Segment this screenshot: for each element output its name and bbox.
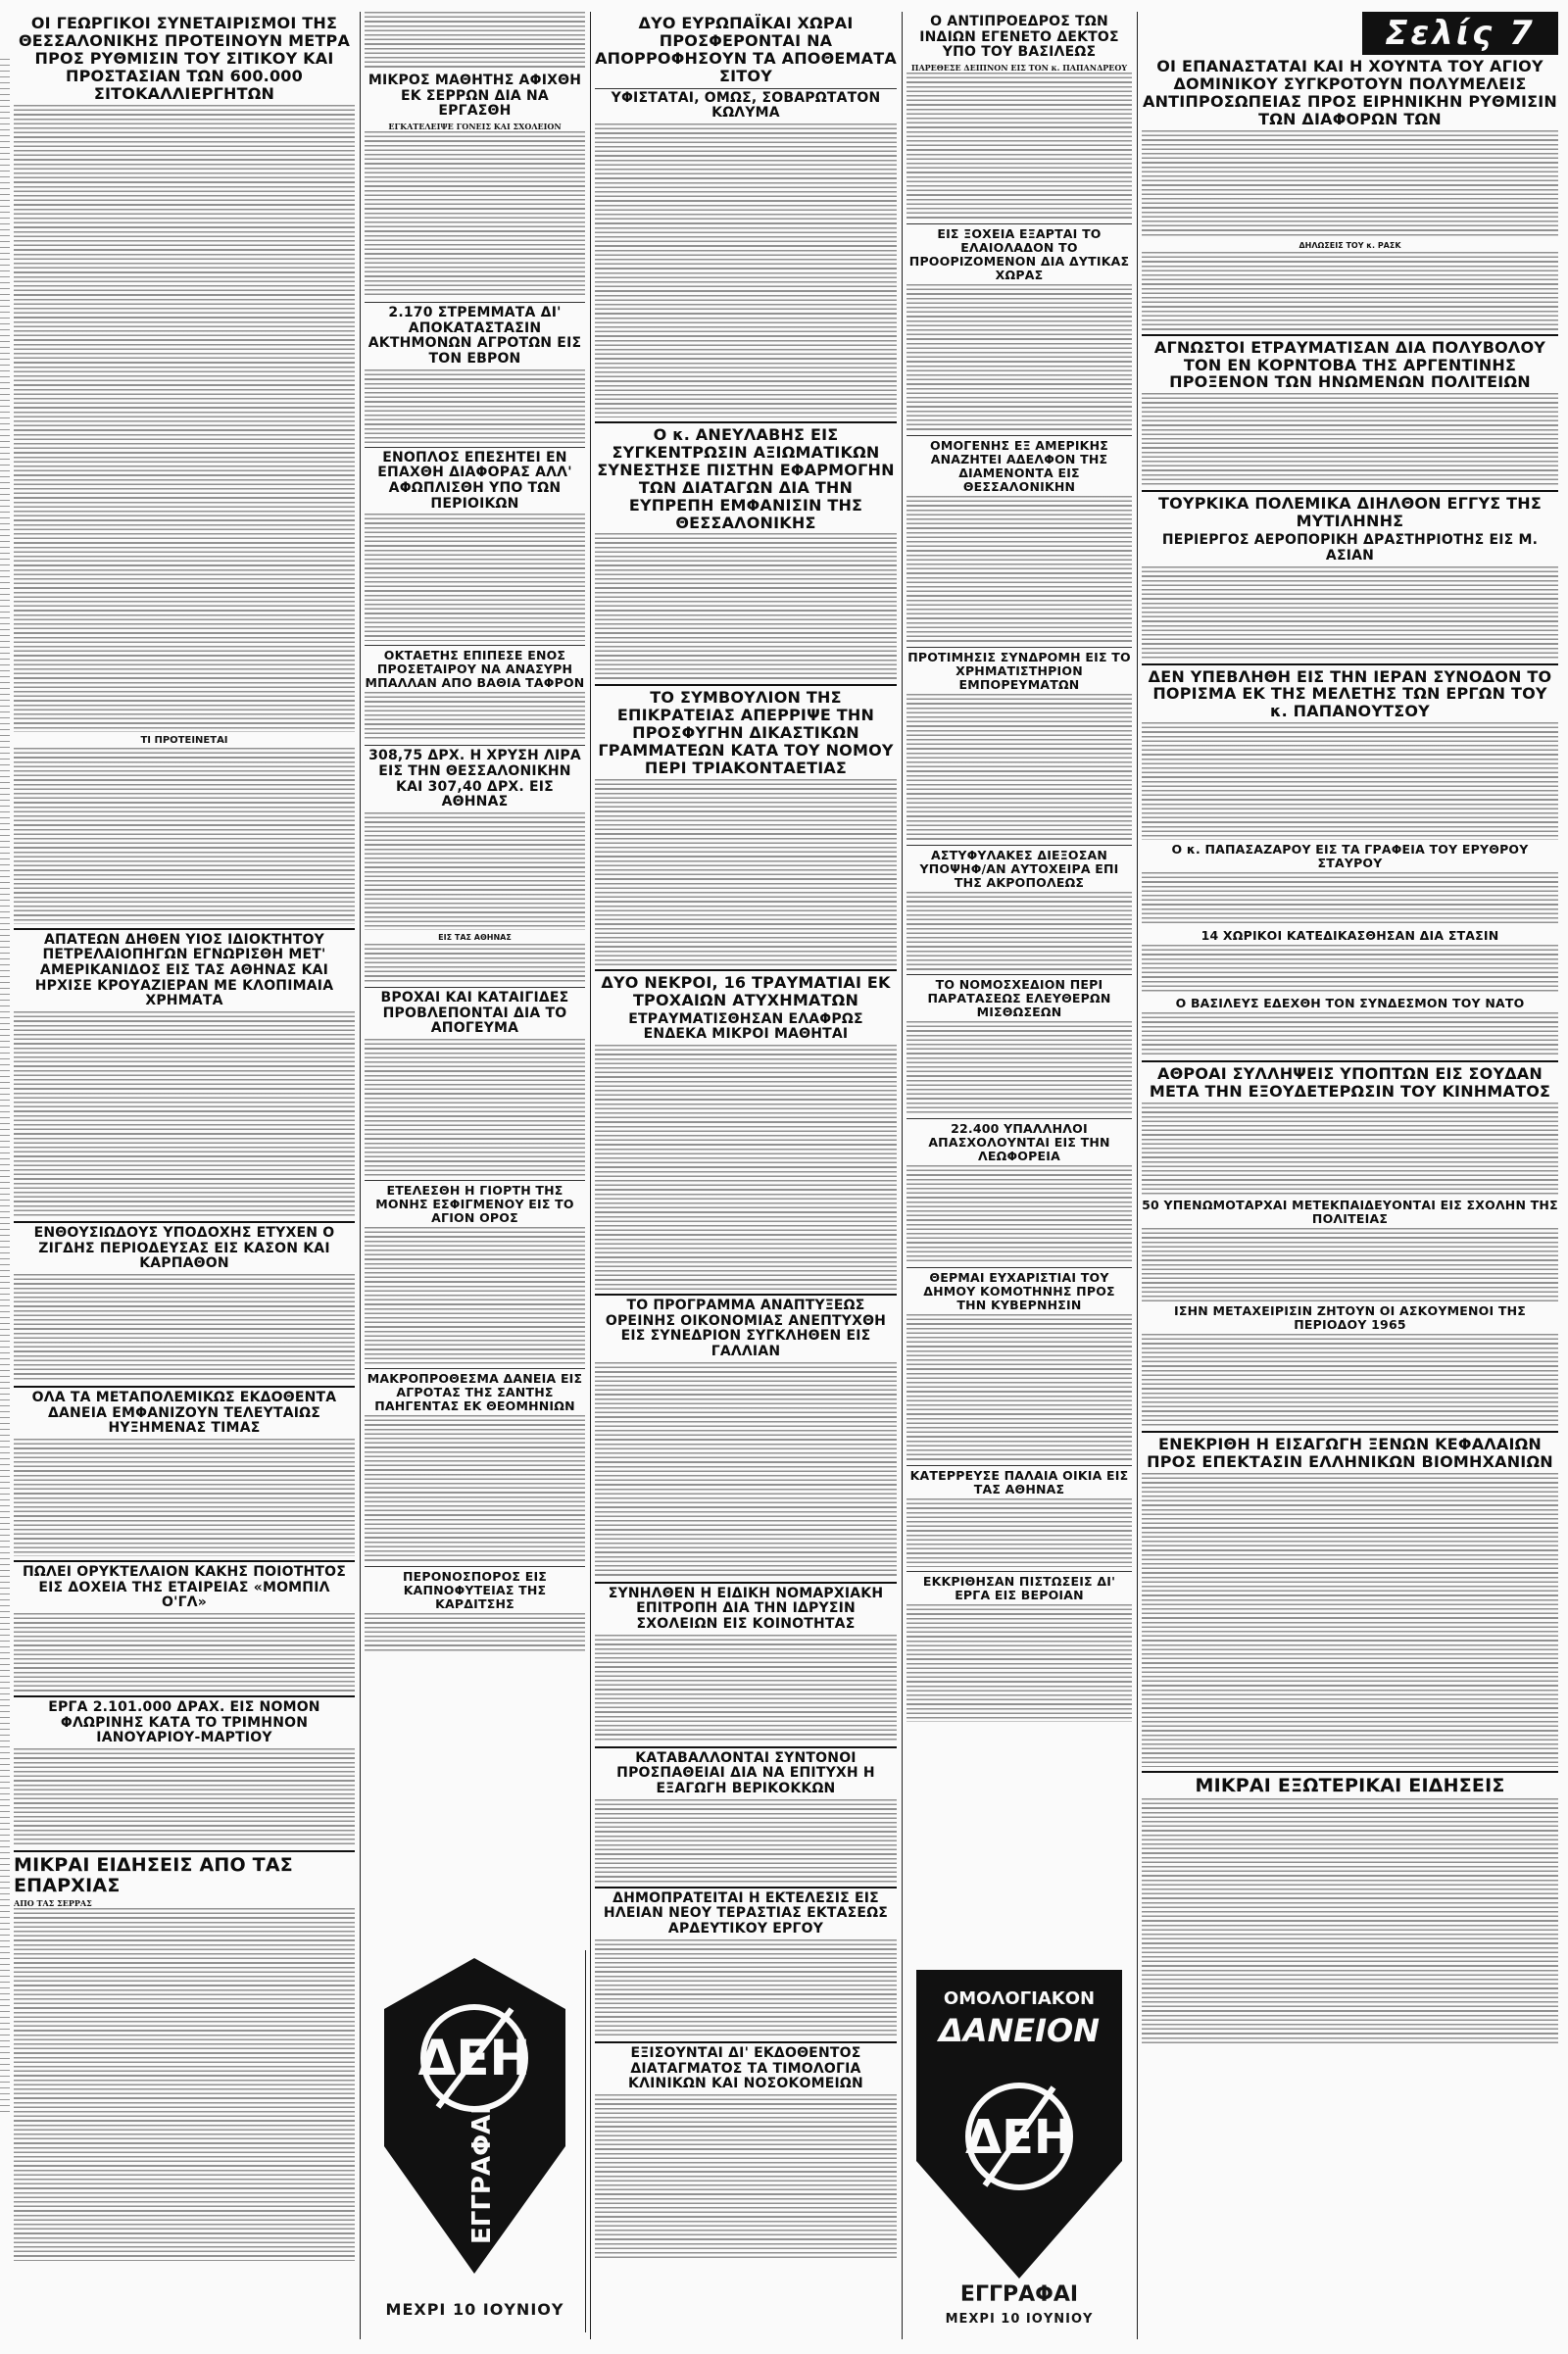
article-body	[365, 1039, 585, 1176]
article-body	[1142, 252, 1558, 330]
article-subheading: ΕΙΣ ΤΑΣ ΑΘΗΝΑΣ	[438, 933, 512, 943]
article-headline: ΕΞΙΣΟΥΝΤΑΙ ΔΙ' ΕΚΔΟΘΕΝΤΟΣ ΔΙΑΤΑΓΜΑΤΟΣ ΤΑ ΤΙΜΟΛΟΓΙΑ ΚΛΙΝΙΚΩΝ ΚΑΙ ΝΟΣΟΚΟΜΕΙΩΝ	[628, 2044, 863, 2092]
article-headline: ΟΛΑ ΤΑ ΜΕΤΑΠΟΛΕΜΙΚΩΣ ΕΚΔΟΘΕΝΤΑ ΔΑΝΕΙΑ ΕΜΦΑΝΙΖΟΥΝ ΤΕΛΕΥΤΑΙΩΣ ΗΥΞΗΜΕΝΑΣ ΤΙΜΑΣ	[31, 1389, 337, 1437]
article-body	[1142, 1334, 1558, 1427]
column-3	[595, 12, 897, 2344]
column-5	[1142, 12, 1558, 2344]
dei-bond-graphic	[906, 1965, 1132, 2288]
article-headline: 308,75 ΔΡΧ. Η ΧΡΥΣΗ ΛΙΡΑ ΕΙΣ ΤΗΝ ΘΕΣΣΑΛΟΝΙΚΗΝ ΚΑΙ 307,40 ΔΡΧ. ΕΙΣ ΑΘΗΝΑΣ	[368, 748, 581, 810]
article-headline: Ο ΑΝΤΙΠΡΟΕΔΡΟΣ ΤΩΝ ΙΝΔΙΩΝ ΕΓΕΝΕΤΟ ΔΕΚΤΟΣ ΥΠΟ ΤΟΥ ΒΑΣΙΛΕΩΣ	[919, 14, 1119, 61]
article-body	[365, 692, 585, 741]
article-headline: ΤΟ ΠΡΟΓΡΑΜΜΑ ΑΝΑΠΤΥΞΕΩΣ ΟΡΕΙΝΗΣ ΟΙΚΟΝΟΜΙΑΣ ΑΝΕΠΤΥΧΘΗ ΕΙΣ ΣΥΝΕΔΡΙΟΝ ΣΥΓΚΛΗΘΕΝ ΕΙΣ ΓΑΛΛΙΑΝ	[605, 1298, 887, 1360]
dei-bond-top1: ΟΜΟΛΟΓΙΑΚΟΝ	[943, 1988, 1096, 2009]
advertisement-dei-left	[365, 1950, 586, 2332]
article-body	[1142, 945, 1558, 994]
column-rule	[360, 12, 361, 2339]
column-rule	[1137, 12, 1138, 2339]
article-body	[595, 533, 897, 680]
article-body	[1142, 1473, 1558, 1767]
dei-bond-top2: ΔΑΝΕΙΟΝ	[938, 2012, 1101, 2049]
dei-bond-footer2: ΜΕΧΡΙ 10 ΙΟΥΝΙΟΥ	[945, 2312, 1094, 2327]
article-headline: Ο κ. ΠΑΠΑΣΑΖΑΡΟΥ ΕΙΣ ΤΑ ΓΡΑΦΕΙΑ ΤΟΥ ΕΡΥΘΡΟΥ ΣΤΑΥΡΟΥ	[1171, 842, 1529, 871]
article-body	[14, 105, 355, 732]
article-body	[1142, 1228, 1558, 1301]
article-headline: Ο κ. ΑΝΕΥΛΑΒΗΣ ΕΙΣ ΣΥΓΚΕΝΤΡΩΣΙΝ ΑΞΙΩΜΑΤΙΚΩΝ ΣΥΝΕΣΤΗΣΕ ΠΙΣΤΗΝ ΕΦΑΡΜΟΓΗΝ ΤΩΝ ΔΙΑΤΑΓΩΝ ΔΙΑ ΤΗΝ ΕΥΠΡΕΠΗ ΕΜΦΑΝΙΣΙΝ ΤΗΣ ΘΕΣΣΑΛΟΝΙΚΗΣ	[597, 424, 895, 532]
article-body	[365, 812, 585, 930]
dei-bond-footer1: ΕΓΓΡΑΦΑΙ	[959, 2282, 1079, 2307]
article-subheading: ΤΙ ΠΡΟΤΕΙΝΕΤΑΙ	[140, 734, 228, 746]
article-headline: ΚΑΤΑΒΑΛΛΟΝΤΑΙ ΣΥΝΤΟΝΟΙ ΠΡΟΣΠΑΘΕΙΑΙ ΔΙΑ ΝΑ ΕΠΙΤΥΧΗ Η ΕΞΑΓΩΓΗ ΒΕΡΙΚΟΚΚΩΝ	[616, 1749, 875, 1797]
article-headline: 50 ΥΠΕΝΩΜΟΤΑΡΧΑΙ ΜΕΤΕΚΠΑΙΔΕΥΟΝΤΑΙ ΕΙΣ ΣΧΟΛΗΝ ΤΗΣ ΠΟΛΙΤΕΙΑΣ	[1142, 1198, 1558, 1227]
article-body	[14, 1274, 355, 1382]
article-headline: ΑΘΡΟΑΙ ΣΥΛΛΗΨΕΙΣ ΥΠΟΠΤΩΝ ΕΙΣ ΣΟΥΔΑΝ ΜΕΤΑ ΤΗΝ ΕΞΟΥΔΕΤΕΡΩΣΙΝ ΤΟΥ ΚΙΝΗΜΑΤΟΣ	[1149, 1064, 1551, 1102]
article-body	[14, 1011, 355, 1217]
page-number-masthead: Σελίς 7	[1362, 12, 1558, 55]
article-headline: ΟΚΤΑΕΤΗΣ ΕΠΙΠΕΣΕ ΕΝΟΣ ΠΡΟΣΕΤΑΙΡΟΥ ΝΑ ΑΝΑΣΥΡΗ ΜΠΑΛΛΑΝ ΑΠΟ ΒΑΘΙΑ ΤΑΦΡΟΝ	[365, 648, 585, 691]
column-rule	[590, 12, 591, 2339]
article-body	[906, 1604, 1132, 1722]
article-body	[365, 369, 585, 443]
article-headline: ΑΓΝΩΣΤΟΙ ΕΤΡΑΥΜΑΤΙΣΑΝ ΔΙΑ ΠΟΛΥΒΟΛΟΥ ΤΟΝ ΕΝ ΚΟΡΝΤΟΒΑ ΤΗΣ ΑΡΓΕΝΤΙΝΗΣ ΠΡΟΞΕΝΟΝ ΤΩΝ ΗΝΩΜΕΝΩΝ ΠΟΛΙΤΕΙΩΝ	[1153, 337, 1546, 392]
article-subheading: ΔΗΛΩΣΕΙΣ ΤΟΥ κ. ΡΑΣΚ	[1298, 240, 1401, 250]
article-headline: ΑΠΑΤΕΩΝ ΔΗΘΕΝ ΥΙΟΣ ΙΔΙΟΚΤΗΤΟΥ ΠΕΤΡΕΛΑΙΟΠΗΓΩΝ ΕΓΝΩΡΙΣΘΗ ΜΕΤ' ΑΜΕΡΙΚΑΝΙΔΟΣ ΕΙΣ ΤΑΣ ΑΘΗΝΑΣ ΚΑΙ ΗΡΧΙΣΕ ΚΡΟΥΑΖΙΕΡΑΝ ΜΕ ΚΛΟΠΙΜΑΙΑ ΧΡΗΜΑΤΑ	[34, 931, 334, 1009]
article-headline: ΕΡΓΑ 2.101.000 ΔΡΑΧ. ΕΙΣ ΝΟΜΟΝ ΦΛΩΡΙΝΗΣ ΚΑΤΑ ΤΟ ΤΡΙΜΗΝΟΝ ΙΑΝΟΥΑΡΙΟΥ-ΜΑΡΤΙΟΥ	[48, 1698, 320, 1746]
article-subheadline: ΠΕΡΙΕΡΓΟΣ ΑΕΡΟΠΟΡΙΚΗ ΔΡΑΣΤΗΡΙΟΤΗΣ ΕΙΣ Μ. ΑΣΙΑΝ	[1161, 532, 1539, 564]
article-body	[365, 514, 585, 641]
article-headline: Ο ΒΑΣΙΛΕΥΣ ΕΔΕΧΘΗ ΤΟΝ ΣΥΝΔΕΣΜΟΝ ΤΟΥ ΝΑΤΟ	[1175, 996, 1525, 1011]
article-body	[595, 123, 897, 417]
article-headline: ΑΣΤΥΦΥΛΑΚΕΣ ΔΙΕΞΟΣΑΝ ΥΠΟΨΗΦ/ΑΝ ΑΥΤΟΧΕΙΡΑ ΕΠΙ ΤΗΣ ΑΚΡΟΠΟΛΕΩΣ	[919, 848, 1119, 891]
article-headline: ΙΣΗΝ ΜΕΤΑΧΕΙΡΙΣΙΝ ΖΗΤΟΥΝ ΟΙ ΑΣΚΟΥΜΕΝΟΙ ΤΗΣ ΠΕΡΙΟΔΟΥ 1965	[1173, 1303, 1527, 1333]
left-margin-strip	[0, 59, 10, 2117]
article-headline: ΘΕΡΜΑΙ ΕΥΧΑΡΙΣΤΙΑΙ ΤΟΥ ΔΗΜΟΥ ΚΟΜΟΤΗΝΗΣ ΠΡΟΣ ΤΗΝ ΚΥΒΕΡΝΗΣΙΝ	[923, 1270, 1115, 1313]
article-headline: ΔΗΜΟΠΡΑΤΕΙΤΑΙ Η ΕΚΤΕΛΕΣΙΣ ΕΙΣ ΗΛΕΙΑΝ ΝΕΟΥ ΤΕΡΑΣΤΙΑΣ ΕΚΤΑΣΕΩΣ ΑΡΔΕΥΤΙΚΟΥ ΕΡΓΟΥ	[603, 1889, 889, 1937]
article-body	[1142, 1012, 1558, 1056]
dei-logo-text: ΔΕΗ	[964, 2110, 1074, 2165]
article-body	[906, 284, 1132, 431]
article-headline: ΣΥΝΗΛΘΕΝ Η ΕΙΔΙΚΗ ΝΟΜΑΡΧΙΑΚΗ ΕΠΙΤΡΟΠΗ ΔΙΑ ΤΗΝ ΙΔΡΥΣΙΝ ΣΧΟΛΕΙΩΝ ΕΙΣ ΚΟΙΝΟΤΗΤΑΣ	[608, 1585, 884, 1633]
article-headline: ΠΕΡΟΝΟΣΠΟΡΟΣ ΕΙΣ ΚΑΠΝΟΦΥΤΕΙΑΣ ΤΗΣ ΚΑΡΔΙΤΣΗΣ	[402, 1569, 548, 1612]
article-subheading: ΠΑΡΕΘΕΣΕ ΔΕΙΠΝΟΝ ΕΙΣ ΤΟΝ κ. ΠΑΠΑΝΔΡΕΟΥ	[910, 63, 1128, 74]
article-body	[14, 748, 355, 924]
article-headline: ΟΜΟΓΕΝΗΣ ΕΞ ΑΜΕΡΙΚΗΣ ΑΝΑΖΗΤΕΙ ΑΔΕΛΦΟΝ ΤΗΣ ΔΙΑΜΕΝΟΝΤΑ ΕΙΣ ΘΕΣΣΑΛΟΝΙΚΗΝ	[930, 438, 1108, 495]
article-body	[595, 2094, 897, 2261]
article-headline: ΜΑΚΡΟΠΡΟΘΕΣΜΑ ΔΑΝΕΙΑ ΕΙΣ ΑΓΡΟΤΑΣ ΤΗΣ ΣΑΝΤΗΣ ΠΑΗΓΕΝΤΑΣ ΕΚ ΘΕΟΜΗΝΙΩΝ	[367, 1371, 583, 1414]
article-body	[1142, 566, 1558, 660]
column-rule	[902, 12, 903, 2339]
article-body	[906, 1021, 1132, 1114]
article-body	[1142, 1798, 1558, 2043]
article-body	[906, 1498, 1132, 1567]
article-headline: ΠΩΛΕΙ ΟΡΥΚΤΕΛΑΙΟΝ ΚΑΚΗΣ ΠΟΙΟΤΗΤΟΣ ΕΙΣ ΔΟΧΕΙΑ ΤΗΣ ΕΤΑΙΡΕΙΑΣ «ΜΟΜΠΙΛ Ο'ΓΛ»	[22, 1563, 347, 1611]
advertisement-dei-right	[906, 1965, 1132, 2332]
article-body	[1142, 130, 1558, 238]
article-body	[595, 1362, 897, 1578]
article-body	[1142, 722, 1558, 840]
article-body	[906, 892, 1132, 970]
article-subheadline: ΥΦΙΣΤΑΤΑΙ, ΟΜΩΣ, ΣΟΒΑΡΩΤΑΤΟΝ ΚΩΛΥΜΑ	[595, 88, 897, 122]
dei-vertical-text: ΕΓΓΡΑΦΑΙ	[467, 2105, 497, 2244]
article-headline: ΕΤΕΛΕΣΘΗ Η ΓΙΟΡΤΗ ΤΗΣ ΜΟΝΗΣ ΕΣΦΙΓΜΕΝΟΥ ΕΙΣ ΤΟ ΑΓΙΟΝ ΟΡΟΣ	[375, 1183, 574, 1226]
article-body	[365, 1415, 585, 1562]
article-headline: 14 ΧΩΡΙΚΟΙ ΚΑΤΕΔΙΚΑΣΘΗΣΑΝ ΔΙΑ ΣΤΑΣΙΝ	[1200, 928, 1499, 944]
article-headline: ΔΥΟ ΕΥΡΩΠΑΪΚΑΙ ΧΩΡΑΙ ΠΡΟΣΦΕΡΟΝΤΑΙ ΝΑ ΑΠΟΡΡΟΦΗΣΟΥΝ ΤΑ ΑΠΟΘΕΜΑΤΑ ΣΙΤΟΥ	[595, 14, 897, 85]
article-body	[365, 12, 585, 71]
article-body	[14, 1439, 355, 1556]
article-headline: ΤΟ ΣΥΜΒΟΥΛΙΟΝ ΤΗΣ ΕΠΙΚΡΑΤΕΙΑΣ ΑΠΕΡΡΙΨΕ ΤΗΝ ΠΡΟΣΦΥΓΗΝ ΔΙΚΑΣΤΙΚΩΝ ΓΡΑΜΜΑΤΕΩΝ ΚΑΤΑ ΤΟΥ ΝΟΜΟΥ ΠΕΡΙ ΤΡΙΑΚΟΝΤΑΕΤΙΑΣ	[598, 688, 894, 778]
article-body	[595, 1045, 897, 1290]
article-subheading: ΑΠΟ ΤΑΣ ΣΕΡΡΑΣ	[14, 1898, 92, 1909]
article-body	[906, 1165, 1132, 1263]
article-body	[595, 1939, 897, 2037]
article-headline: 2.170 ΣΤΡΕΜΜΑΤΑ ΔΙ' ΑΠΟΚΑΤΑΣΤΑΣΙΝ ΑΚΤΗΜΟΝΩΝ ΑΓΡΟΤΩΝ ΕΙΣ ΤΟΝ ΕΒΡΟΝ	[368, 305, 582, 368]
article-headline: ΕΚΚΡΙΘΗΣΑΝ ΠΙΣΤΩΣΕΙΣ ΔΙ' ΕΡΓΑ ΕΙΣ ΒΕΡΟΙΑΝ	[922, 1574, 1116, 1603]
article-headline: 22.400 ΥΠΑΛΛΗΛΟΙ ΑΠΑΣΧΟΛΟΥΝΤΑΙ ΕΙΣ ΤΗΝ ΛΕΩΦΟΡΕΙΑ	[928, 1121, 1110, 1164]
article-headline: ΟΙ ΕΠΑΝΑΣΤΑΤΑΙ ΚΑΙ Η ΧΟΥΝΤΑ ΤΟΥ ΑΓΙΟΥ ΔΟΜΙΝΙΚΟΥ ΣΥΓΚΡΟΤΟΥΝ ΠΟΛΥΜΕΛΕΙΣ ΑΝΤΙΠΡΟΣΩΠΕΙΑΣ ΠΡΟΣ ΕΙΡΗΝΙΚΗΝ ΡΥΘΜΙΣΙΝ ΤΩΝ ΔΙΑΦΟΡΩΝ ΤΩΝ	[1142, 57, 1558, 128]
article-headline: ΕΝΟΠΛΟΣ ΕΠΕΣΗΤΕΙ ΕΝ ΕΠΑΧΘΗ ΔΙΑΦΟΡΑΣ ΑΛΛ' ΑΦΩΠΛΙΣΘΗ ΥΠΟ ΤΩΝ ΠΕΡΙΟΙΚΩΝ	[377, 449, 572, 512]
section-headline: ΜΙΚΡΑΙ ΕΞΩΤΕΡΙΚΑΙ ΕΙΔΗΣΕΙΣ	[1195, 1774, 1505, 1796]
article-body	[906, 73, 1132, 220]
masthead-row	[1142, 12, 1558, 55]
article-body	[14, 1613, 355, 1692]
article-body	[1142, 872, 1558, 926]
column-1	[14, 12, 355, 2344]
article-body	[906, 496, 1132, 643]
article-body	[595, 1635, 897, 1742]
dei-logo-text: ΔΕΗ	[417, 2030, 531, 2086]
section-headline: ΜΙΚΡΑΙ ΕΙΔΗΣΕΙΣ ΑΠΟ ΤΑΣ ΕΠΑΡΧΙΑΣ	[14, 1853, 293, 1897]
article-body	[14, 1748, 355, 1846]
article-body	[365, 944, 585, 983]
article-body	[365, 1227, 585, 1364]
article-headline: ΚΑΤΕΡΡΕΥΣΕ ΠΑΛΑΙΑ ΟΙΚΙΑ ΕΙΣ ΤΑΣ ΑΘΗΝΑΣ	[909, 1468, 1129, 1497]
article-headline: ΕΙΣ ΞΟΧΕΙΑ ΕΞΑΡΤΑΙ ΤΟ ΕΛΑΙΟΛΑΔΟΝ ΤΟ ΠΡΟΟΡΙΖΟΜΕΝΟΝ ΔΙΑ ΔΥΤΙΚΑΣ ΧΩΡΑΣ	[908, 226, 1130, 283]
article-body	[1142, 393, 1558, 486]
article-headline: ΟΙ ΓΕΩΡΓΙΚΟΙ ΣΥΝΕΤΑΙΡΙΣΜΟΙ ΤΗΣ ΘΕΣΣΑΛΟΝΙΚΗΣ ΠΡΟΤΕΙΝΟΥΝ ΜΕΤΡΑ ΠΡΟΣ ΡΥΘΜΙΣΙΝ ΤΟΥ ΣΙΤΙΚΟΥ ΚΑΙ ΠΡΟΣΤΑΣΙΑΝ ΤΩΝ 600.000 ΣΙΤΟΚΑΛΛΙΕΡΓΗΤΩΝ	[18, 14, 351, 103]
article-subheading: ΕΓΚΑΤΕΛΕΙΨΕ ΓΟΝΕΙΣ ΚΑΙ ΣΧΟΛΕΙΟΝ	[388, 122, 562, 132]
article-subheadline: ΕΤΡΑΥΜΑΤΙΣΘΗΣΑΝ ΕΛΑΦΡΩΣ ΕΝΔΕΚΑ ΜΙΚΡΟΙ ΜΑΘΗΤΑΙ	[628, 1010, 863, 1043]
article-body	[14, 1908, 355, 2261]
article-headline: ΔΕΝ ΥΠΕΒΛΗΘΗ ΕΙΣ ΤΗΝ ΙΕΡΑΝ ΣΥΝΟΔΟΝ ΤΟ ΠΟΡΙΣΜΑ ΕΚ ΤΗΣ ΜΕΛΕΤΗΣ ΤΩΝ ΕΡΓΩΝ ΤΟΥ κ. ΠΑΠΑΝΟΥΤΣΟΥ	[1148, 666, 1552, 721]
article-headline: ΠΡΟΤΙΜΗΣΙΣ ΣΥΝΔΡΟΜΗ ΕΙΣ ΤΟ ΧΡΗΜΑΤΙΣΤΗΡΙΟΝ ΕΜΠΟΡΕΥΜΑΤΩΝ	[907, 650, 1131, 693]
article-headline: ΕΝΕΚΡΙΘΗ Η ΕΙΣΑΓΩΓΗ ΞΕΝΩΝ ΚΕΦΑΛΑΙΩΝ ΠΡΟΣ ΕΠΕΚΤΑΣΙΝ ΕΛΛΗΝΙΚΩΝ ΒΙΟΜΗΧΑΝΙΩΝ	[1147, 1435, 1553, 1471]
article-body	[906, 694, 1132, 841]
dei-logo-graphic	[365, 1950, 585, 2293]
article-body	[1142, 1103, 1558, 1196]
article-headline: ΔΥΟ ΝΕΚΡΟΙ, 16 ΤΡΑΥΜΑΤΙΑΙ ΕΚ ΤΡΟΧΑΙΩΝ ΑΤΥΧΗΜΑΤΩΝ	[601, 972, 891, 1009]
article-headline: ΤΟΥΡΚΙΚΑ ΠΟΛΕΜΙΚΑ ΔΙΗΛΘΟΝ ΕΓΓΥΣ ΤΗΣ ΜΥΤΙΛΗΝΗΣ	[1158, 494, 1542, 531]
article-headline: ΕΝΘΟΥΣΙΩΔΟΥΣ ΥΠΟΔΟΧΗΣ ΕΤΥΧΕΝ Ο ΖΙΓΔΗΣ ΠΕΡΙΟΔΕΥΣΑΣ ΕΙΣ ΚΑΣΟΝ ΚΑΙ ΚΑΡΠΑΘΟΝ	[33, 1224, 335, 1272]
article-body	[595, 779, 897, 965]
article-body	[595, 1799, 897, 1883]
article-headline: ΤΟ ΝΟΜΟΣΧΕΔΙΟΝ ΠΕΡΙ ΠΑΡΑΤΑΣΕΩΣ ΕΛΕΥΘΕΡΩΝ ΜΙΣΘΩΣΕΩΝ	[927, 977, 1111, 1020]
dei-footer-text: ΜΕΧΡΙ 10 ΙΟΥΝΙΟΥ	[385, 2300, 564, 2319]
article-headline: ΜΙΚΡΟΣ ΜΑΘΗΤΗΣ ΑΦΙΧΘΗ ΕΚ ΣΕΡΡΩΝ ΔΙΑ ΝΑ ΕΡΓΑΣΘΗ	[368, 73, 582, 120]
article-body	[906, 1314, 1132, 1461]
article-body	[365, 131, 585, 298]
article-headline: ΒΡΟΧΑΙ ΚΑΙ ΚΑΤΑΙΓΙΔΕΣ ΠΡΟΒΛΕΠΟΝΤΑΙ ΔΙΑ ΤΟ ΑΠΟΓΕΥΜΑ	[380, 990, 569, 1037]
article-body	[365, 1613, 585, 1652]
